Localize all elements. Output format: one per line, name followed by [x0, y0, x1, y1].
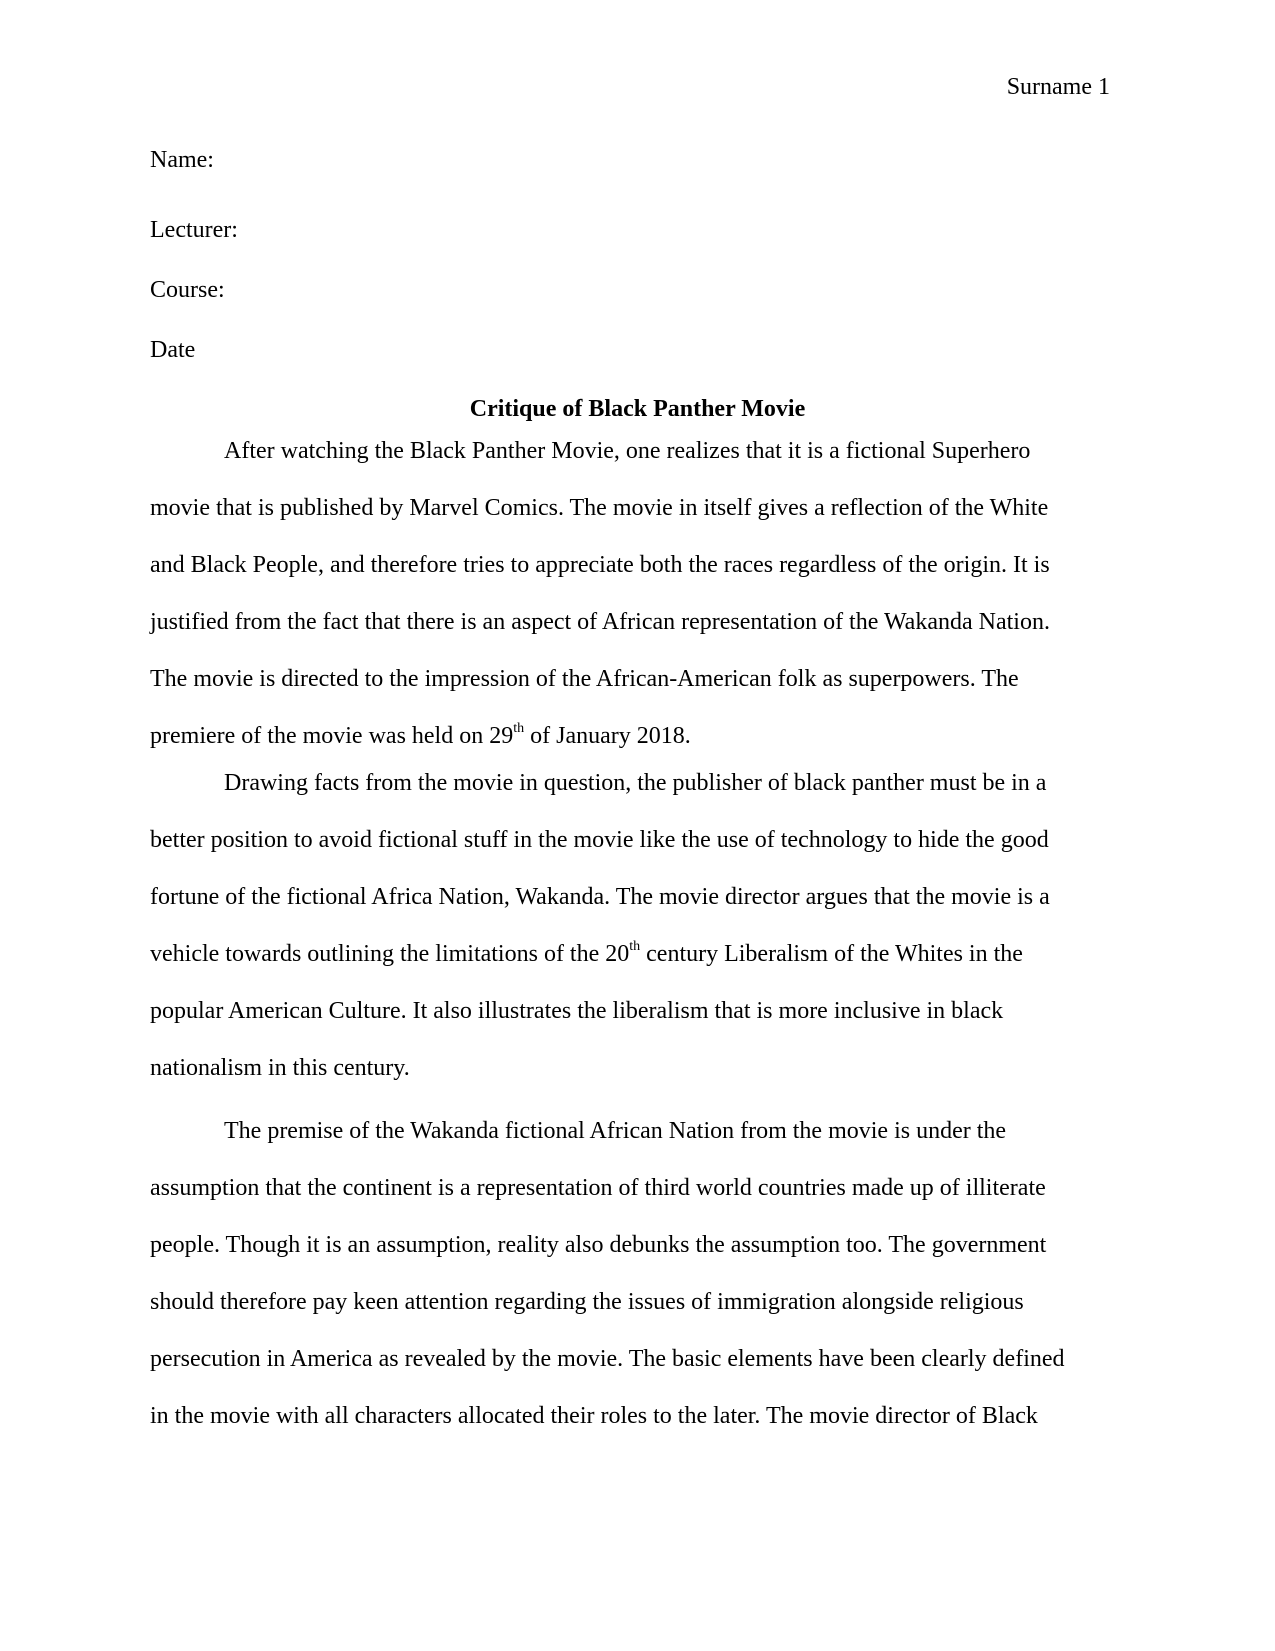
- course-line: Course:: [150, 277, 225, 303]
- paragraph-line: assumption that the continent is a representation of third world countries made up of illiterate: [150, 1175, 1046, 1201]
- paragraph-line: The premise of the Wakanda fictional African Nation from the movie is under the: [224, 1118, 1007, 1144]
- paragraph-line: [150, 939, 1023, 969]
- paragraph-line: Drawing facts from the movie in question, the publisher of black panther must be in a: [224, 770, 1047, 796]
- paragraph-line: and Black People, and therefore tries to appreciate both the races regardless of the origin. It is: [150, 552, 1050, 578]
- running-head: Surname 1: [1006, 74, 1110, 100]
- text-run: of January 2018.: [524, 723, 691, 749]
- paragraph-line: movie that is published by Marvel Comics. The movie in itself gives a reflection of the White: [150, 495, 1049, 521]
- paragraph-line: people. Though it is an assumption, reality also debunks the assumption too. The government: [150, 1232, 1047, 1258]
- paragraph-line: persecution in America as revealed by the movie. The basic elements have been clearly defined: [150, 1346, 1065, 1372]
- paragraph-line: justified from the fact that there is an aspect of African representation of the Wakanda Nation.: [150, 609, 1050, 635]
- paragraph-line: in the movie with all characters allocated their roles to the later. The movie director of Black: [150, 1403, 1038, 1429]
- paragraph-line: fortune of the fictional Africa Nation, Wakanda. The movie director argues that the movie is a: [150, 884, 1050, 910]
- date-line: Date: [150, 337, 196, 363]
- paragraph-line: [150, 721, 691, 751]
- name-line: Name:: [150, 147, 214, 173]
- ordinal-suffix: th: [513, 721, 525, 736]
- text-run: vehicle towards outlining the limitations of the 20: [150, 941, 630, 967]
- paragraph-line: should therefore pay keen attention regarding the issues of immigration alongside religious: [150, 1289, 1024, 1315]
- text-run: century Liberalism of the Whites in the: [640, 941, 1023, 967]
- paragraph-line: popular American Culture. It also illustrates the liberalism that is more inclusive in black: [150, 998, 1004, 1024]
- paragraph-line: better position to avoid fictional stuff in the movie like the use of technology to hide the good: [150, 827, 1049, 853]
- paragraph-line: After watching the Black Panther Movie, one realizes that it is a fictional Superhero: [224, 438, 1031, 464]
- paragraph-line: The movie is directed to the impression of the African-American folk as superpowers. The: [150, 666, 1019, 692]
- paragraph-line: nationalism in this century.: [150, 1055, 410, 1081]
- document-title: Critique of Black Panther Movie: [469, 396, 806, 422]
- text-run: premiere of the movie was held on 29: [150, 723, 514, 749]
- ordinal-suffix: th: [629, 939, 641, 954]
- lecturer-line: Lecturer:: [150, 217, 238, 243]
